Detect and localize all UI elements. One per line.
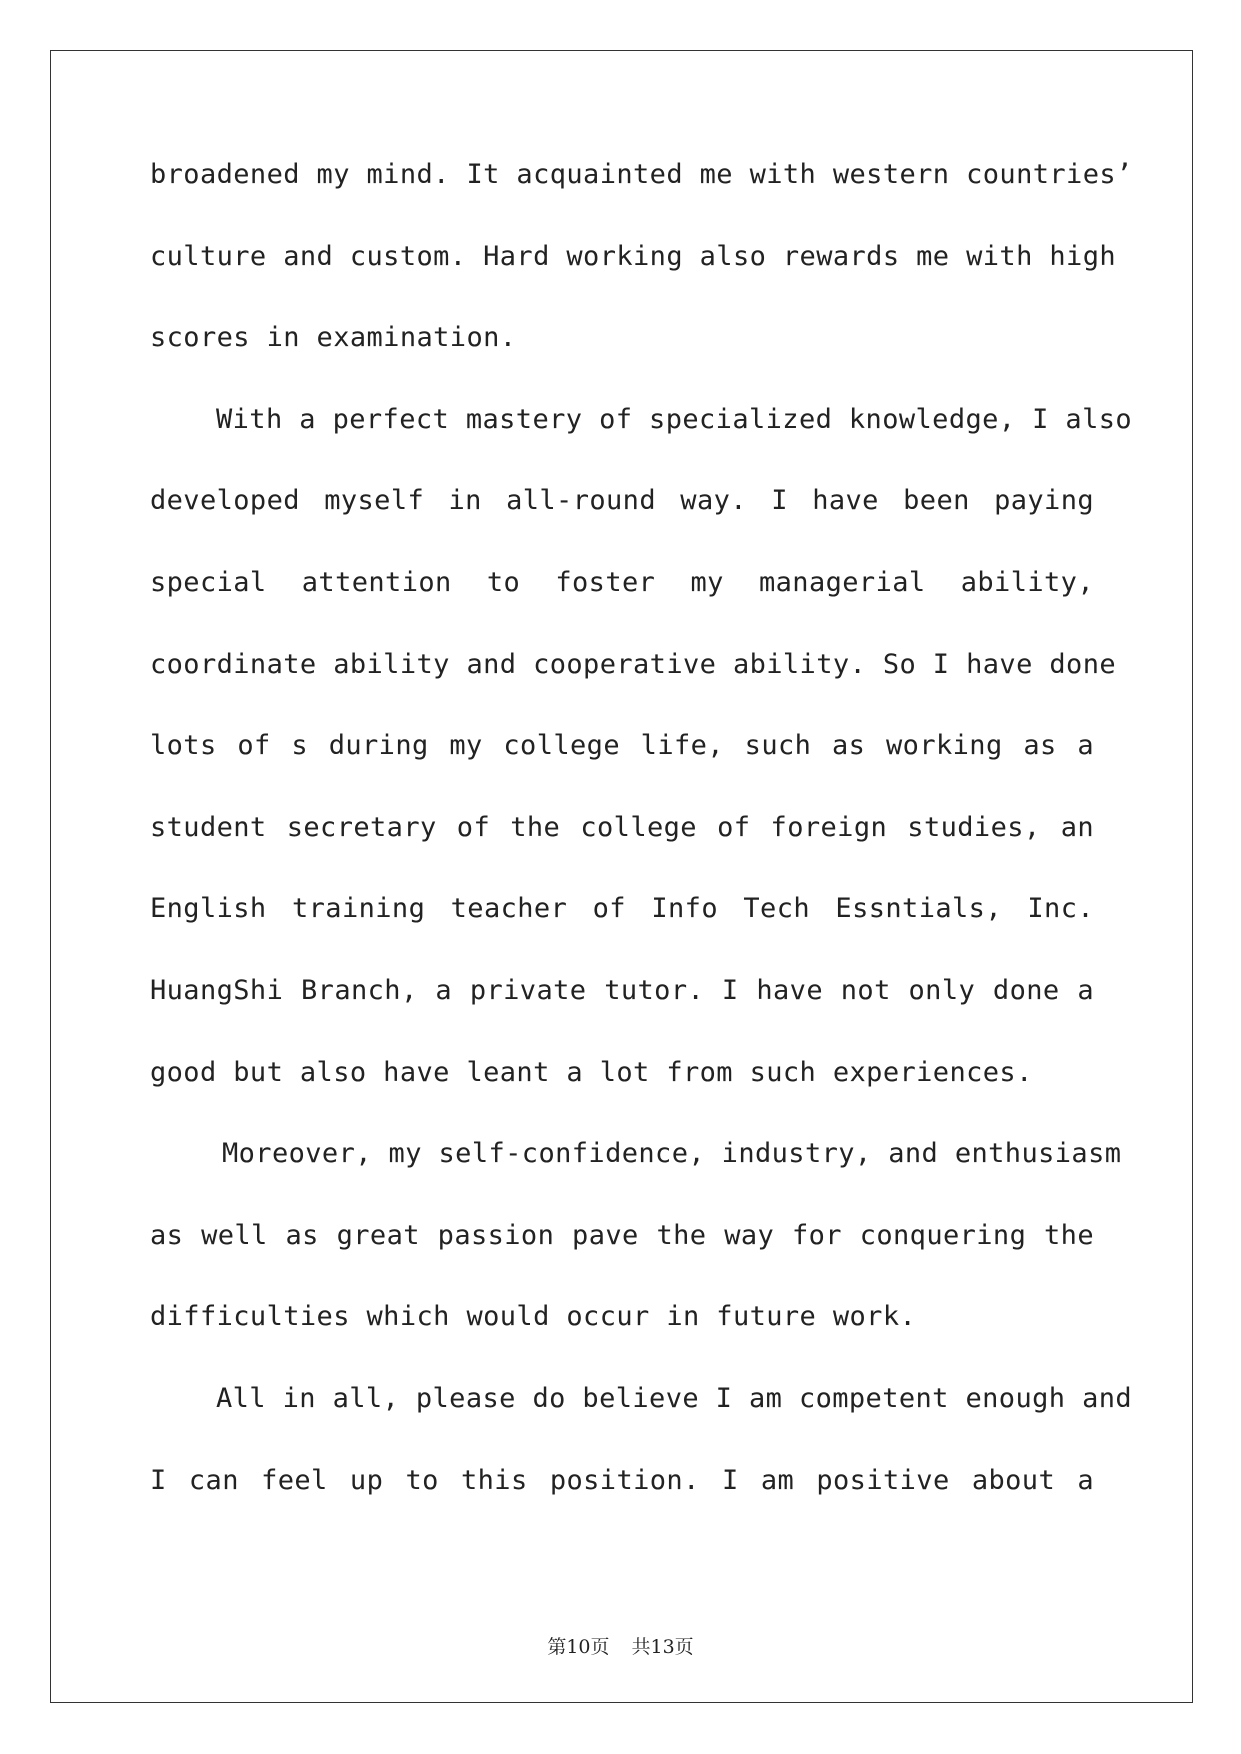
text-line: culture and custom. Hard working also rewards me with high: [150, 240, 1117, 272]
text-line: scores in examination.: [150, 322, 517, 354]
text-line: difficulties which would occur in future work.: [150, 1301, 917, 1333]
text-line: as well as great passion pave the way for conquering the: [150, 1219, 1094, 1251]
page-number: 第10页: [547, 1636, 610, 1658]
text-line: coordinate ability and cooperative ability. So I have done: [150, 648, 1117, 680]
text-line: lots of s during my college life, such as working as a: [150, 730, 1094, 762]
text-line: All in all, please do believe I am competent enough and: [216, 1382, 1133, 1414]
text-line: English training teacher of Info Tech Essntials, Inc.: [150, 893, 1094, 925]
text-line: student secretary of the college of foreign studies, an: [150, 811, 1094, 843]
text-line: good but also have leant a lot from such experiences.: [150, 1056, 1033, 1088]
text-line: I can feel up to this position. I am positive about a: [150, 1464, 1094, 1496]
text-line: Moreover, my self-confidence, industry, and enthusiasm: [222, 1138, 1122, 1170]
text-line: developed myself in all-round way. I have been paying: [150, 485, 1094, 517]
total-pages: 共13页: [631, 1636, 694, 1658]
text-line: With a perfect mastery of specialized knowledge, I also: [216, 403, 1133, 435]
document-body: [150, 155, 1133, 1542]
text-line: special attention to foster my managerial ability,: [150, 566, 1094, 598]
page-footer: [0, 1632, 1241, 1659]
text-line: HuangShi Branch, a private tutor. I have not only done a: [150, 974, 1094, 1006]
text-line: broadened my mind. It acquainted me with western countries’: [150, 159, 1133, 190]
